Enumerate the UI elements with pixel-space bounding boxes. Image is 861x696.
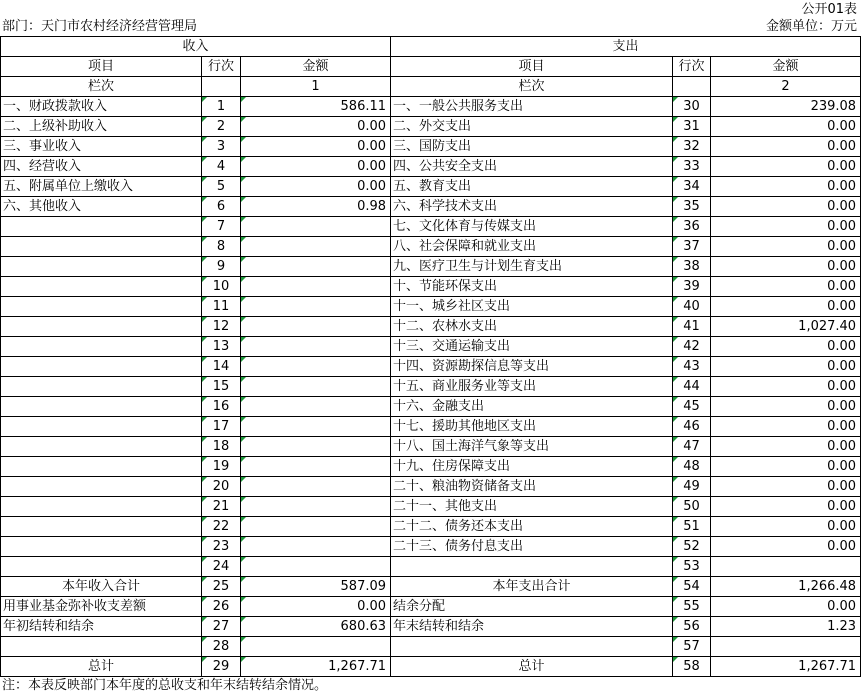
income-item-cell	[1, 277, 202, 297]
expense-item-cell: 十九、住房保障支出	[391, 457, 673, 477]
expense-row-no-cell: 54	[673, 577, 711, 597]
income-row-no-cell: 8	[202, 237, 241, 257]
table-row	[1, 537, 861, 557]
income-amount-cell	[241, 517, 391, 537]
income-row-no-cell: 17	[202, 417, 241, 437]
expense-row-no-cell: 53	[673, 557, 711, 577]
expense-amount-cell: 0.00	[711, 477, 861, 497]
income-item-cell	[1, 257, 202, 277]
income-expense-table	[0, 36, 861, 677]
expense-item-cell: 二十一、其他支出	[391, 497, 673, 517]
expense-row-no-cell: 56	[673, 617, 711, 637]
income-item-cell: 用事业基金弥补收支差额	[1, 597, 202, 617]
expense-row-no-cell: 43	[673, 357, 711, 377]
expense-amount-cell	[711, 557, 861, 577]
income-amount-cell	[241, 317, 391, 337]
income-amount-cell: 0.00	[241, 117, 391, 137]
income-row-no-cell: 11	[202, 297, 241, 317]
expense-row-no-cell: 49	[673, 477, 711, 497]
income-row-no-cell: 25	[202, 577, 241, 597]
income-item-cell: 四、经营收入	[1, 157, 202, 177]
income-amount-cell	[241, 337, 391, 357]
income-amount-cell	[241, 357, 391, 377]
expense-amount-cell: 0.00	[711, 497, 861, 517]
income-amount-cell	[241, 257, 391, 277]
expense-row-no-cell: 32	[673, 137, 711, 157]
income-amount-cell: 0.00	[241, 137, 391, 157]
table-row	[1, 457, 861, 477]
expense-item-cell: 二十三、债务付息支出	[391, 537, 673, 557]
income-item-cell	[1, 357, 202, 377]
income-row-no-cell: 15	[202, 377, 241, 397]
expense-amount-cell: 0.00	[711, 537, 861, 557]
expense-amount-cell: 0.00	[711, 337, 861, 357]
income-amount-header: 金额	[241, 57, 391, 77]
expense-row-no-cell: 46	[673, 417, 711, 437]
income-amount-cell	[241, 417, 391, 437]
expense-amount-cell: 0.00	[711, 257, 861, 277]
income-item-cell	[1, 217, 202, 237]
income-row-no-cell: 23	[202, 537, 241, 557]
table-row	[1, 217, 861, 237]
summary-row	[1, 617, 861, 637]
expense-amount-cell: 1,267.71	[711, 657, 861, 677]
table-row	[1, 257, 861, 277]
income-row-no-cell: 22	[202, 517, 241, 537]
income-item-cell: 年初结转和结余	[1, 617, 202, 637]
income-item-cell	[1, 417, 202, 437]
table-row	[1, 177, 861, 197]
income-item-cell: 二、上级补助收入	[1, 117, 202, 137]
income-row-no-cell: 5	[202, 177, 241, 197]
expense-row-no-cell: 58	[673, 657, 711, 677]
expense-item-header: 项目	[391, 57, 673, 77]
expense-row-no-cell: 57	[673, 637, 711, 657]
expense-row-no-cell: 38	[673, 257, 711, 277]
table-row	[1, 517, 861, 537]
expense-item-cell: 二十、粮油物资储备支出	[391, 477, 673, 497]
expense-row-no-cell: 48	[673, 457, 711, 477]
expense-item-cell: 三、国防支出	[391, 137, 673, 157]
income-amount-cell	[241, 397, 391, 417]
income-amount-cell: 0.00	[241, 597, 391, 617]
income-item-cell	[1, 457, 202, 477]
footnote: 注：本表反映部门本年度的总收支和年末结转结余情况。	[2, 678, 328, 693]
income-amount-cell	[241, 297, 391, 317]
income-amount-cell	[241, 477, 391, 497]
expense-row-no-cell: 51	[673, 517, 711, 537]
expense-amount-cell: 1.23	[711, 617, 861, 637]
income-item-cell	[1, 317, 202, 337]
income-row-no-cell: 24	[202, 557, 241, 577]
expense-item-cell: 结余分配	[391, 597, 673, 617]
expense-item-cell: 十、节能环保支出	[391, 277, 673, 297]
income-section-header: 收入	[1, 37, 391, 57]
expense-row-no-cell: 36	[673, 217, 711, 237]
income-amount-cell: 1,267.71	[241, 657, 391, 677]
expense-item-cell: 十六、金融支出	[391, 397, 673, 417]
expense-item-cell: 二、外交支出	[391, 117, 673, 137]
income-row-no-cell: 26	[202, 597, 241, 617]
amount-unit-label: 金额单位：万元	[765, 19, 857, 34]
income-amount-cell	[241, 437, 391, 457]
expense-amount-cell: 0.00	[711, 517, 861, 537]
expense-amount-cell: 0.00	[711, 437, 861, 457]
expense-amount-cell: 0.00	[711, 157, 861, 177]
income-row-no-cell: 1	[202, 97, 241, 117]
income-item-cell: 三、事业收入	[1, 137, 202, 157]
expense-item-cell	[391, 557, 673, 577]
table-row	[1, 337, 861, 357]
expense-item-cell: 二十二、债务还本支出	[391, 517, 673, 537]
table-row	[1, 277, 861, 297]
table-row	[1, 357, 861, 377]
income-item-cell	[1, 377, 202, 397]
expense-amount-header: 金额	[711, 57, 861, 77]
expense-item-cell: 六、科学技术支出	[391, 197, 673, 217]
income-amount-cell: 0.00	[241, 157, 391, 177]
table-row	[1, 137, 861, 157]
income-row-no-cell: 28	[202, 637, 241, 657]
expense-amount-cell	[711, 637, 861, 657]
expense-col-label: 栏次	[391, 77, 673, 97]
income-amount-cell	[241, 217, 391, 237]
income-amount-cell: 587.09	[241, 577, 391, 597]
expense-item-cell: 十五、商业服务业等支出	[391, 377, 673, 397]
column-header-row	[1, 57, 861, 77]
income-col-label: 栏次	[1, 77, 202, 97]
income-row-no-cell: 21	[202, 497, 241, 517]
expense-row-no-cell: 55	[673, 597, 711, 617]
expense-row-no-cell: 52	[673, 537, 711, 557]
expense-row-no-cell: 45	[673, 397, 711, 417]
expense-amount-cell: 0.00	[711, 117, 861, 137]
expense-amount-cell: 1,027.40	[711, 317, 861, 337]
income-item-cell: 总计	[1, 657, 202, 677]
expense-amount-cell: 0.00	[711, 277, 861, 297]
expense-item-cell: 十三、交通运输支出	[391, 337, 673, 357]
expense-row-no-cell: 30	[673, 97, 711, 117]
income-item-cell: 本年收入合计	[1, 577, 202, 597]
expense-row-no-cell: 39	[673, 277, 711, 297]
expense-item-cell: 一、一般公共服务支出	[391, 97, 673, 117]
expense-item-cell: 四、公共安全支出	[391, 157, 673, 177]
income-row-no-cell: 4	[202, 157, 241, 177]
expense-row-no-cell: 42	[673, 337, 711, 357]
expense-item-cell: 十二、农林水支出	[391, 317, 673, 337]
income-row-no-cell: 14	[202, 357, 241, 377]
expense-item-cell: 七、文化体育与传媒支出	[391, 217, 673, 237]
table-row	[1, 157, 861, 177]
income-amount-cell	[241, 377, 391, 397]
expense-row-no-cell: 44	[673, 377, 711, 397]
income-item-cell	[1, 497, 202, 517]
column-number-row	[1, 77, 861, 97]
income-row-no-cell: 2	[202, 117, 241, 137]
expense-amount-cell: 0.00	[711, 457, 861, 477]
expense-item-cell: 总计	[391, 657, 673, 677]
expense-item-cell: 年末结转和结余	[391, 617, 673, 637]
table-row	[1, 437, 861, 457]
income-row-no-cell: 10	[202, 277, 241, 297]
income-col-empty	[202, 77, 241, 97]
income-row-no-cell: 12	[202, 317, 241, 337]
table-row	[1, 397, 861, 417]
income-amount-cell: 680.63	[241, 617, 391, 637]
income-amount-cell: 0.98	[241, 197, 391, 217]
table-row	[1, 117, 861, 137]
report-header	[0, 18, 861, 36]
expense-amount-cell: 0.00	[711, 217, 861, 237]
income-row-no-cell: 27	[202, 617, 241, 637]
income-item-cell	[1, 477, 202, 497]
income-row-no-cell: 3	[202, 137, 241, 157]
income-amount-cell	[241, 637, 391, 657]
income-amount-cell	[241, 497, 391, 517]
department-label: 部门：天门市农村经济经营管理局	[2, 19, 198, 34]
income-amount-cell	[241, 237, 391, 257]
expense-amount-cell: 0.00	[711, 297, 861, 317]
expense-amount-cell: 0.00	[711, 417, 861, 437]
expense-item-cell: 本年支出合计	[391, 577, 673, 597]
expense-col-empty	[673, 77, 711, 97]
table-row	[1, 477, 861, 497]
expense-row-no-cell: 34	[673, 177, 711, 197]
expense-row-no-cell: 33	[673, 157, 711, 177]
income-item-cell	[1, 297, 202, 317]
expense-item-cell: 九、医疗卫生与计划生育支出	[391, 257, 673, 277]
table-row	[1, 237, 861, 257]
expense-row-no-cell: 40	[673, 297, 711, 317]
table-row	[1, 317, 861, 337]
income-item-cell	[1, 537, 202, 557]
income-row-no-cell: 20	[202, 477, 241, 497]
table-row	[1, 497, 861, 517]
expense-amount-cell: 0.00	[711, 397, 861, 417]
income-row-no-cell: 29	[202, 657, 241, 677]
expense-item-cell	[391, 637, 673, 657]
table-row	[1, 97, 861, 117]
income-amount-cell: 0.00	[241, 177, 391, 197]
table-row	[1, 557, 861, 577]
income-row-no-cell: 13	[202, 337, 241, 357]
income-item-cell	[1, 237, 202, 257]
summary-row	[1, 637, 861, 657]
income-item-cell: 六、其他收入	[1, 197, 202, 217]
table-row	[1, 197, 861, 217]
income-item-header: 项目	[1, 57, 202, 77]
expense-row-no-cell: 47	[673, 437, 711, 457]
expense-item-cell: 五、教育支出	[391, 177, 673, 197]
income-row-no-cell: 16	[202, 397, 241, 417]
expense-item-cell: 十八、国土海洋气象等支出	[391, 437, 673, 457]
expense-amount-cell: 1,266.48	[711, 577, 861, 597]
expense-item-cell: 八、社会保障和就业支出	[391, 237, 673, 257]
expense-col-number: 2	[711, 77, 861, 97]
table-row	[1, 417, 861, 437]
expense-amount-cell: 0.00	[711, 597, 861, 617]
expense-amount-cell: 0.00	[711, 197, 861, 217]
expense-row-no-cell: 37	[673, 237, 711, 257]
expense-item-cell: 十七、援助其他地区支出	[391, 417, 673, 437]
income-item-cell	[1, 437, 202, 457]
income-amount-cell	[241, 557, 391, 577]
income-item-cell	[1, 557, 202, 577]
income-item-cell	[1, 517, 202, 537]
expense-row-no-cell: 50	[673, 497, 711, 517]
income-amount-cell	[241, 537, 391, 557]
expense-amount-cell: 0.00	[711, 357, 861, 377]
expense-amount-cell: 0.00	[711, 377, 861, 397]
income-item-cell: 五、附属单位上缴收入	[1, 177, 202, 197]
table-row	[1, 377, 861, 397]
income-row-no-cell: 7	[202, 217, 241, 237]
income-row-no-cell: 19	[202, 457, 241, 477]
expense-row-no-cell: 35	[673, 197, 711, 217]
expense-amount-cell: 0.00	[711, 237, 861, 257]
expense-amount-cell: 0.00	[711, 177, 861, 197]
table-row	[1, 297, 861, 317]
income-amount-cell: 586.11	[241, 97, 391, 117]
income-row-no-cell: 18	[202, 437, 241, 457]
summary-row	[1, 657, 861, 677]
summary-row	[1, 577, 861, 597]
section-header-row	[1, 37, 861, 57]
summary-row	[1, 597, 861, 617]
income-row-no-cell: 9	[202, 257, 241, 277]
expense-row-no-cell: 31	[673, 117, 711, 137]
expense-amount-cell: 0.00	[711, 137, 861, 157]
income-row-no-cell: 6	[202, 197, 241, 217]
income-item-cell	[1, 637, 202, 657]
income-amount-cell	[241, 277, 391, 297]
income-amount-cell	[241, 457, 391, 477]
income-row-no-header: 行次	[202, 57, 241, 77]
income-item-cell	[1, 337, 202, 357]
income-item-cell	[1, 397, 202, 417]
income-col-number: 1	[241, 77, 391, 97]
expense-item-cell: 十一、城乡社区支出	[391, 297, 673, 317]
expense-row-no-header: 行次	[673, 57, 711, 77]
expense-row-no-cell: 41	[673, 317, 711, 337]
expense-amount-cell: 239.08	[711, 97, 861, 117]
income-item-cell: 一、财政拨款收入	[1, 97, 202, 117]
expense-item-cell: 十四、资源勘探信息等支出	[391, 357, 673, 377]
expense-section-header: 支出	[391, 37, 861, 57]
form-code: 公开01表	[801, 2, 857, 17]
